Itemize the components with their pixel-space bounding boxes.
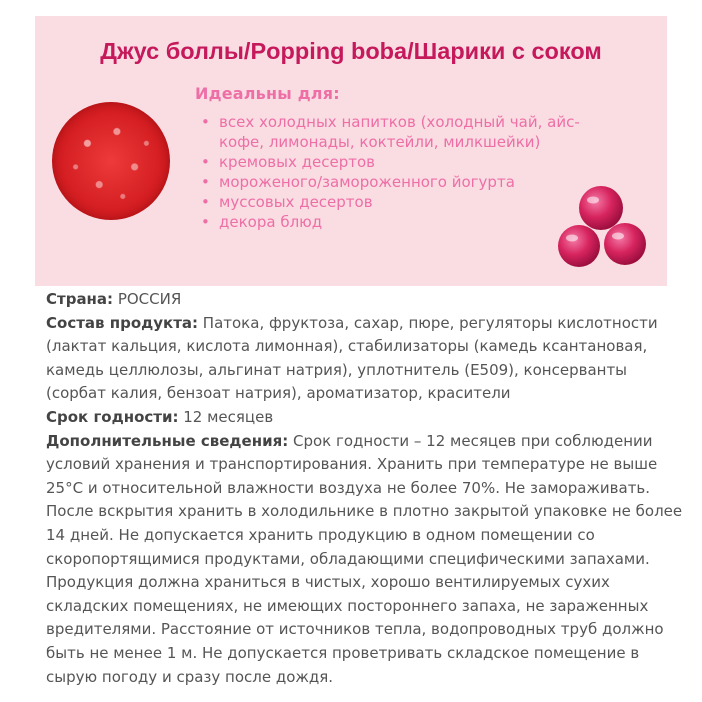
list-item: • декора блюд [201, 212, 580, 232]
country-row: Страна: РОССИЯ [46, 290, 182, 308]
shelf-life-row: Срок годности: 12 месяцев [46, 407, 274, 426]
red-boba-photo [52, 102, 170, 220]
composition-row: Состав продукта: Патока, фруктоза, сахар, пюре, регуляторы кислотности (лактат кальция, кислота лимонная), стабилизаторы (камедь ксантановая, камедь целлюлозы, альгинат натрия), уплотнитель (Е509), консерванты (сорбат калия, бензоат натрия), ароматизатор, красители [46, 313, 658, 403]
pink-boba-balls-icon [549, 182, 659, 282]
ideal-for-heading: Идеальны для: [195, 84, 340, 103]
product-info [46, 288, 686, 689]
product-banner [35, 16, 667, 286]
list-item: • муссовых десертов [201, 192, 580, 212]
list-item: • кремовых десертов [201, 152, 580, 172]
ideal-for-list [201, 112, 580, 232]
additional-info-row: Дополнительные сведения: Срок годности – 12 месяцев при соблюдении условий хранения и транспортирования. Хранить при температуре не выше 25°C и относительной влажности воздуха не более 70%. Не замораживать. После вскрытия хранить в холодильнике в плотно закрытой упаковке не более 14 дней. Не допускается хранить продукцию в одном помещении со скоропортящимися продуктами, обладающими специфическими запахами. Продукция должна храниться в чистых, хорошо вентилируемых сухих складских помещениях, не имеющих постороннего запаха, не зараженных вредителями. Расстояние от источников тепла, водопроводных труб должно быть не менее 1 м. Не допускается проветривать складское помещение в сырую погоду и сразу после дождя. [46, 431, 683, 686]
list-item: • всех холодных напитков (холодный чай, айс- кофе, лимонады, коктейли, милкшейки) [201, 112, 580, 152]
banner-title: Джус боллы/Popping boba/Шарики с соком [100, 38, 602, 64]
list-item: • мороженого/замороженного йогурта [201, 172, 580, 192]
